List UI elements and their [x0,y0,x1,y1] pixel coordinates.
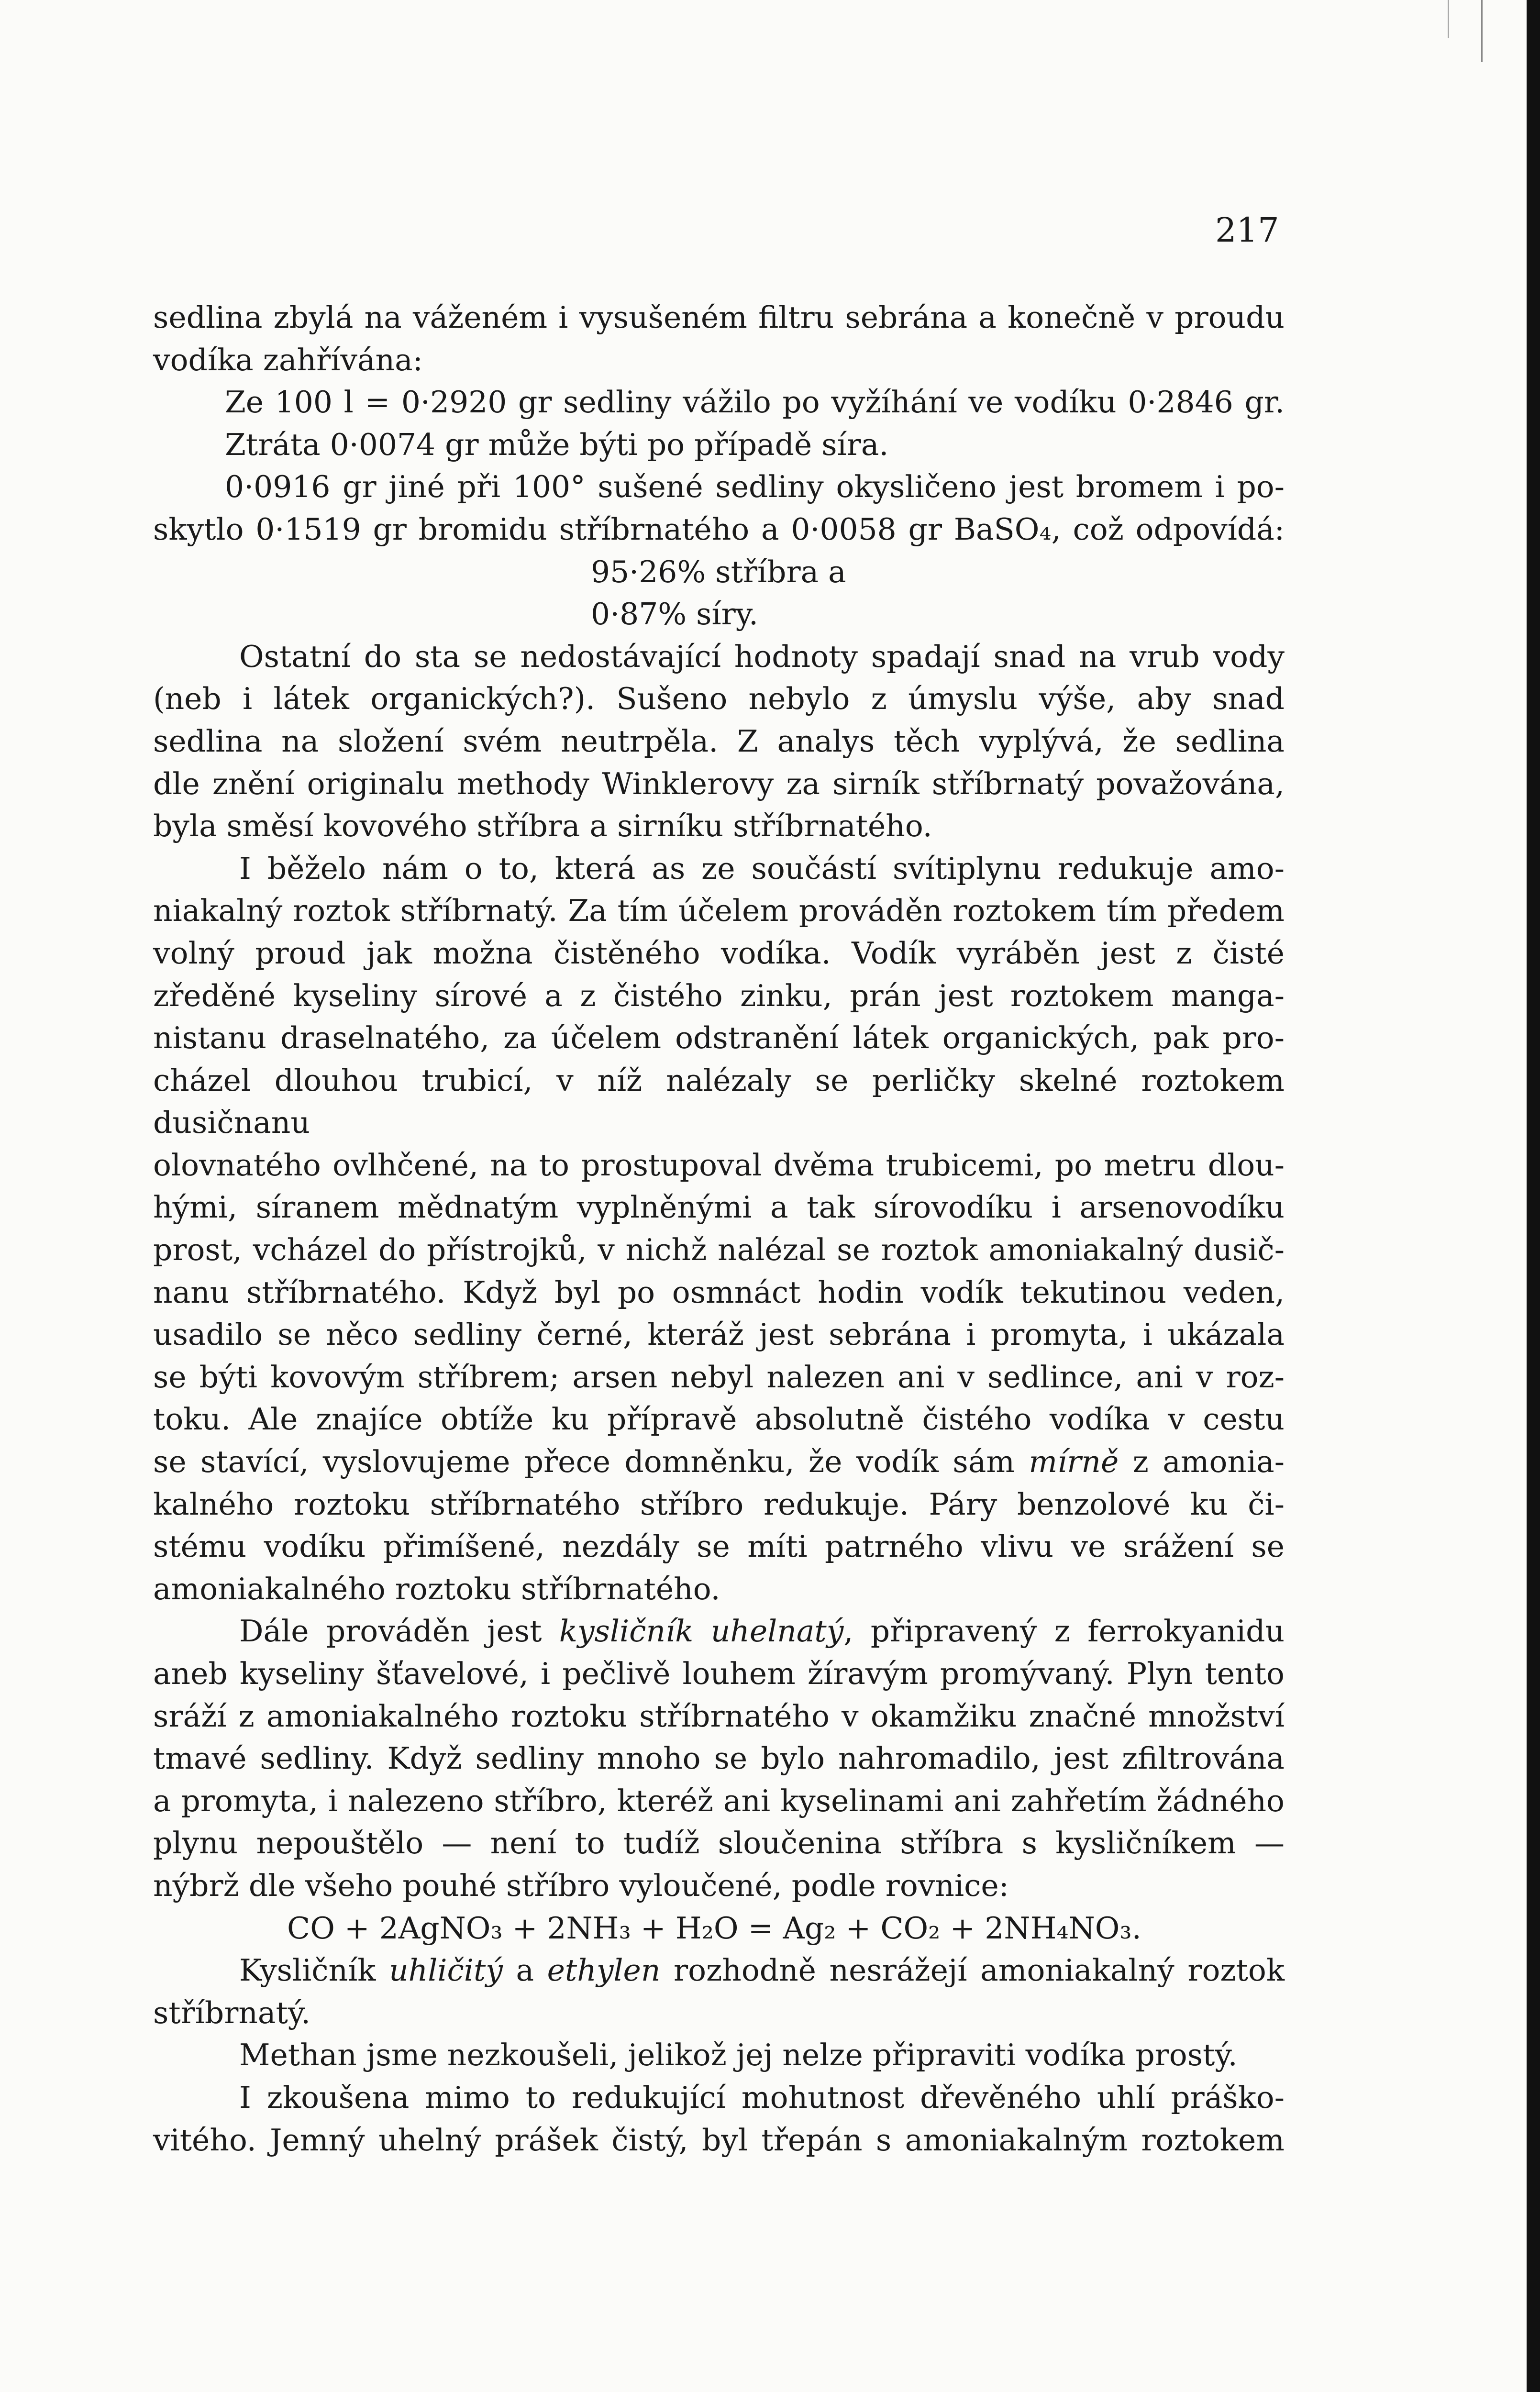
text-line: I zkoušena mimo to redukující mohutnost dřevěného uhlí práško- [239,2080,1285,2115]
text-line: sedlina na složení svém neutrpěla. Z analys těch vyplývá, že sedlina [153,723,1285,759]
text-line: stému vodíku přimíšené, nezdály se míti patrného vlivu ve srážení se [153,1529,1285,1564]
text-line: amoniakalného roztoku stříbrnatého. [153,1571,720,1606]
text-line: Ztráta 0·0074 gr může býti po případě síra. [225,427,889,462]
text-segment: a [516,1953,534,1988]
text-line [153,1610,1285,1653]
text-line: stříbrnatý. [153,1995,311,2030]
text-segment: z amonia- [1132,1444,1285,1480]
text-segment: Kysličník [239,1953,376,1988]
text-line: skytlo 0·1519 gr bromidu stříbrnatého a 0·0058 gr BaSO₄, což odpovídá: [153,511,1285,547]
text-line: vitého. Jemný uhelný prášek čistý, byl třepán s amoniakalným roztokem [153,2122,1285,2158]
page-number: 217 [1215,210,1279,250]
text-line: kalného roztoku stříbrnatého stříbro redukuje. Páry benzolové ku či- [153,1486,1285,1522]
text-line: (neb i látek organických?). Sušeno nebylo z úmyslu výše, aby snad [153,681,1285,717]
scan-mark [1448,0,1449,38]
text-line [153,1949,1285,1992]
text-line: aneb kyseliny šťavelové, i pečlivě louhem žíravým promývaný. Plyn tento [153,1656,1285,1691]
text-line: 0·87% síry. [591,597,759,632]
text-line: Ze 100 l = 0·2920 gr sedliny vážilo po vyžíhání ve vodíku 0·2846 gr. [225,385,1285,420]
text-line: olovnatého ovlhčené, na to prostupoval dvěma trubicemi, po metru dlou- [153,1147,1285,1183]
scan-edge-right [1527,0,1540,2392]
text-line: plynu nepouštělo — není to tudíž sloučenina stříbra s kysličníkem — [153,1826,1285,1861]
italic-term: ethylen [547,1953,661,1988]
chemical-equation: CO + 2AgNO₃ + 2NH₃ + H₂O = Ag₂ + CO₂ + 2NH₄NO₃. [287,1910,1141,1946]
text-line: Methan jsme nezkoušeli, jelikož jej nelze připraviti vodíka prostý. [239,2038,1238,2073]
body-text [153,297,1285,2161]
text-line: niakalný roztok stříbrnatý. Za tím účelem prováděn roztokem tím předem [153,893,1285,929]
text-line: I běželo nám o to, která as ze součástí svítiplynu redukuje amo- [239,851,1285,886]
text-line: 95·26% stříbra a [591,554,846,589]
text-line: byla směsí kovového stříbra a sirníku stříbrnatého. [153,808,932,844]
text-line: sráží z amoniakalného roztoku stříbrnatého v okamžiku značné množství [153,1698,1285,1734]
text-line: volný proud jak možna čistěného vodíka. Vodík vyráběn jest z čisté [153,935,1285,971]
text-line: prost, vcházel do přístrojků, v nichž nalézal se roztok amoniakalný dusič- [153,1232,1285,1268]
text-line: cházel dlouhou trubicí, v níž nalézaly se perličky skelné roztokem dusičnanu [153,1063,1285,1141]
text-line [153,1441,1285,1484]
text-line: Ostatní do sta se nedostávající hodnoty spadají snad na vrub vody [239,639,1285,674]
text-line: se býti kovovým stříbrem; arsen nebyl nalezen ani v sedlince, ani v roz- [153,1359,1285,1395]
text-line: nanu stříbrnatého. Když byl po osmnáct hodin vodík tekutinou veden, [153,1274,1285,1310]
text-line: nýbrž dle všeho pouhé stříbro vyloučené, podle rovnice: [153,1868,1009,1903]
text-line: 0·0916 gr jiné při 100° sušené sedliny okysličeno jest bromem i po- [225,469,1285,505]
text-line: tmavé sedliny. Když sedliny mnoho se bylo nahromadilo, jest zfiltrována [153,1741,1285,1776]
text-line: vodíka zahřívána: [153,342,423,377]
text-segment: rozhodně nesrážejí amoniakalný roztok [674,1953,1285,1988]
italic-term: mírně [1029,1444,1119,1480]
italic-term: uhličitý [389,1953,503,1988]
text-line: zředěné kyseliny sírové a z čistého zinku, prán jest roztokem manga- [153,978,1285,1013]
text-segment: se stavící, vyslovujeme přece domněnku, že vodík sám [153,1444,1015,1480]
text-segment: , připravený z ferrokyanidu [843,1614,1285,1649]
text-line: nistanu draselnatého, za účelem odstranění látek organických, pak pro- [153,1020,1285,1056]
text-line: sedlina zbylá na váženém i vysušeném filtru sebrána a konečně v proudu [153,300,1285,335]
italic-term: kysličník uhelnatý [559,1614,844,1649]
scan-mark [1481,0,1483,62]
text-line: hými, síranem mědnatým vyplněnými a tak sírovodíku i arsenovodíku [153,1190,1285,1225]
text-line: dle znění originalu methody Winklerovy za sirník stříbrnatý považována, [153,766,1285,801]
text-line: a promyta, i nalezeno stříbro, kteréž ani kyselinami ani zahřetím žádného [153,1783,1285,1818]
text-line: usadilo se něco sedliny černé, kteráž jest sebrána i promyta, i ukázala [153,1317,1285,1352]
text-segment: Dále prováděn jest [239,1614,542,1649]
text-line: toku. Ale znajíce obtíže ku přípravě absolutně čistého vodíka v cestu [153,1402,1285,1437]
